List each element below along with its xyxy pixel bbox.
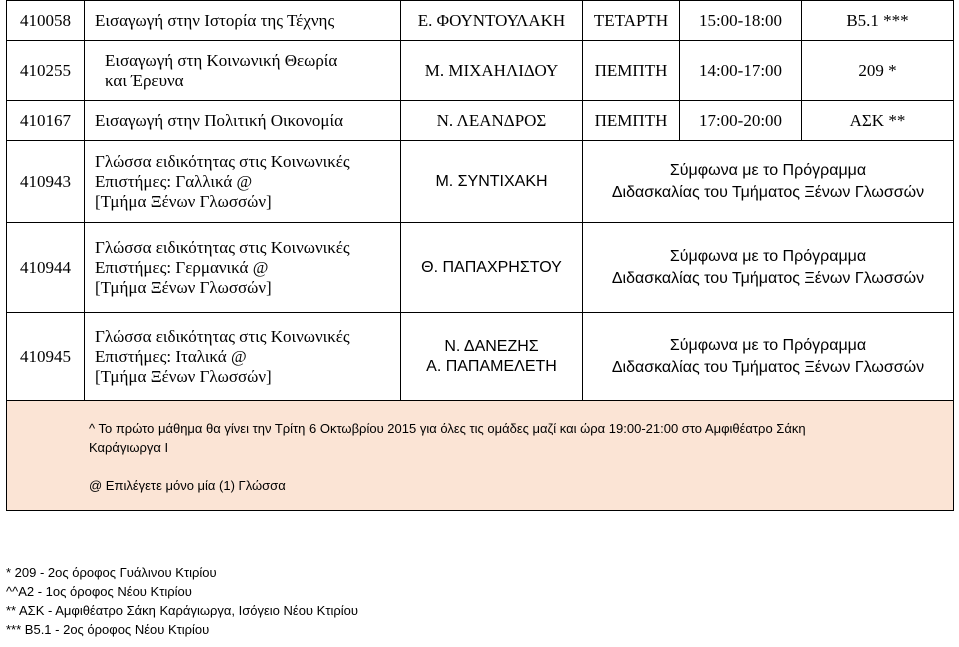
course-title-line: Επιστήμες: Γερμανικά @ — [95, 257, 269, 277]
legend-item: ** ΑΣΚ - Αμφιθέατρο Σάκη Καράγιωργα, Ισόγειο Νέου Κτιρίου — [6, 603, 358, 618]
course-title-line: Γλώσσα ειδικότητας στις Κοινωνικές — [95, 326, 350, 346]
course-title-line: Εισαγωγή στη Κοινωνική Θεωρία — [105, 50, 338, 70]
course-code: 410943 — [7, 141, 85, 223]
course-title-line: Εισαγωγή στην Ιστορία της Τέχνης — [95, 10, 335, 30]
first-lecture-note: ^ Το πρώτο μάθημα θα γίνει την Τρίτη 6 Οκτωβρίου 2015 για όλες τις ομάδες μαζί και ώρα 19:00-21:00 στο Αμφιθέατρο Σάκη — [89, 421, 806, 436]
time: 14:00-17:00 — [680, 41, 802, 101]
instructor — [401, 223, 583, 313]
instructor-name: Ν. ΔΑΝΕΖΗΣ — [444, 337, 539, 355]
table-row — [7, 313, 954, 401]
schedule-note-line: Διδασκαλίας του Τμήματος Ξένων Γλωσσών — [611, 269, 925, 287]
schedule-note — [583, 141, 954, 223]
room: 209 * — [802, 41, 954, 101]
time: 17:00-20:00 — [680, 101, 802, 141]
schedule-note-line: Διδασκαλίας του Τμήματος Ξένων Γλωσσών — [611, 358, 925, 376]
schedule-note-line: Διδασκαλίας του Τμήματος Ξένων Γλωσσών — [611, 183, 925, 201]
schedule-note — [583, 313, 954, 401]
day: ΠΕΜΠΤΗ — [583, 41, 680, 101]
course-title — [85, 223, 401, 313]
note-spacer — [89, 457, 943, 476]
day: ΤΕΤΑΡΤΗ — [583, 1, 680, 41]
schedule-table — [6, 0, 954, 511]
instructor — [401, 141, 583, 223]
room: ΑΣΚ ** — [802, 101, 954, 141]
notes-row — [7, 401, 954, 511]
course-title-line: Επιστήμες: Γαλλικά @ — [95, 171, 253, 191]
course-code: 410058 — [7, 1, 85, 41]
room-legend — [6, 563, 358, 639]
legend-item: * 209 - 2ος όροφος Γυάλινου Κτιρίου — [6, 565, 217, 580]
room: Β5.1 *** — [802, 1, 954, 41]
course-title-line: και Έρευνα — [105, 70, 184, 90]
table-row — [7, 141, 954, 223]
course-title — [85, 41, 401, 101]
table-row — [7, 41, 954, 101]
instructor: Ε. ΦΟΥΝΤΟΥΛΑΚΗ — [401, 1, 583, 41]
course-title-line: Γλώσσα ειδικότητας στις Κοινωνικές — [95, 237, 350, 257]
instructor: Μ. ΜΙΧΑΗΛΙΔΟΥ — [401, 41, 583, 101]
schedule-note-line: Σύμφωνα με το Πρόγραμμα — [669, 247, 867, 265]
legend-item: ^^Α2 - 1ος όροφος Νέου Κτιρίου — [6, 584, 192, 599]
course-title-line: [Τμήμα Ξένων Γλωσσών] — [95, 366, 272, 386]
time: 15:00-18:00 — [680, 1, 802, 41]
instructor-name: Θ. ΠΑΠΑΧΡΗΣΤΟΥ — [421, 258, 562, 276]
table-row — [7, 1, 954, 41]
course-title — [85, 1, 401, 41]
legend-item: *** Β5.1 - 2ος όροφος Νέου Κτιρίου — [6, 622, 210, 637]
table-row — [7, 223, 954, 313]
course-code: 410255 — [7, 41, 85, 101]
table-row — [7, 101, 954, 141]
schedule-note-line: Σύμφωνα με το Πρόγραμμα — [669, 161, 867, 179]
day: ΠΕΜΠΤΗ — [583, 101, 680, 141]
instructor — [401, 313, 583, 401]
course-title-line: [Τμήμα Ξένων Γλωσσών] — [95, 191, 272, 211]
course-title — [85, 313, 401, 401]
course-title-line: Γλώσσα ειδικότητας στις Κοινωνικές — [95, 151, 350, 171]
course-code: 410167 — [7, 101, 85, 141]
language-choice-note: @ Επιλέγετε μόνο μία (1) Γλώσσα — [89, 478, 286, 493]
instructor-name: Α. ΠΑΠΑΜΕΛΕΤΗ — [426, 357, 557, 375]
course-title-line: Εισαγωγή στην Πολιτική Οικονομία — [95, 110, 344, 130]
schedule-note-line: Σύμφωνα με το Πρόγραμμα — [669, 336, 867, 354]
instructor: Ν. ΛΕΑΝΔΡΟΣ — [401, 101, 583, 141]
course-code: 410944 — [7, 223, 85, 313]
course-title — [85, 101, 401, 141]
schedule-note — [583, 223, 954, 313]
course-code: 410945 — [7, 313, 85, 401]
course-title-line: [Τμήμα Ξένων Γλωσσών] — [95, 277, 272, 297]
instructor-name: Μ. ΣΥΝΤΙΧΑΚΗ — [435, 172, 548, 190]
notes-box — [7, 401, 954, 511]
course-title — [85, 141, 401, 223]
first-lecture-note-cont: Καράγιωργα Ι — [89, 440, 169, 455]
course-title-line: Επιστήμες: Ιταλικά @ — [95, 346, 247, 366]
